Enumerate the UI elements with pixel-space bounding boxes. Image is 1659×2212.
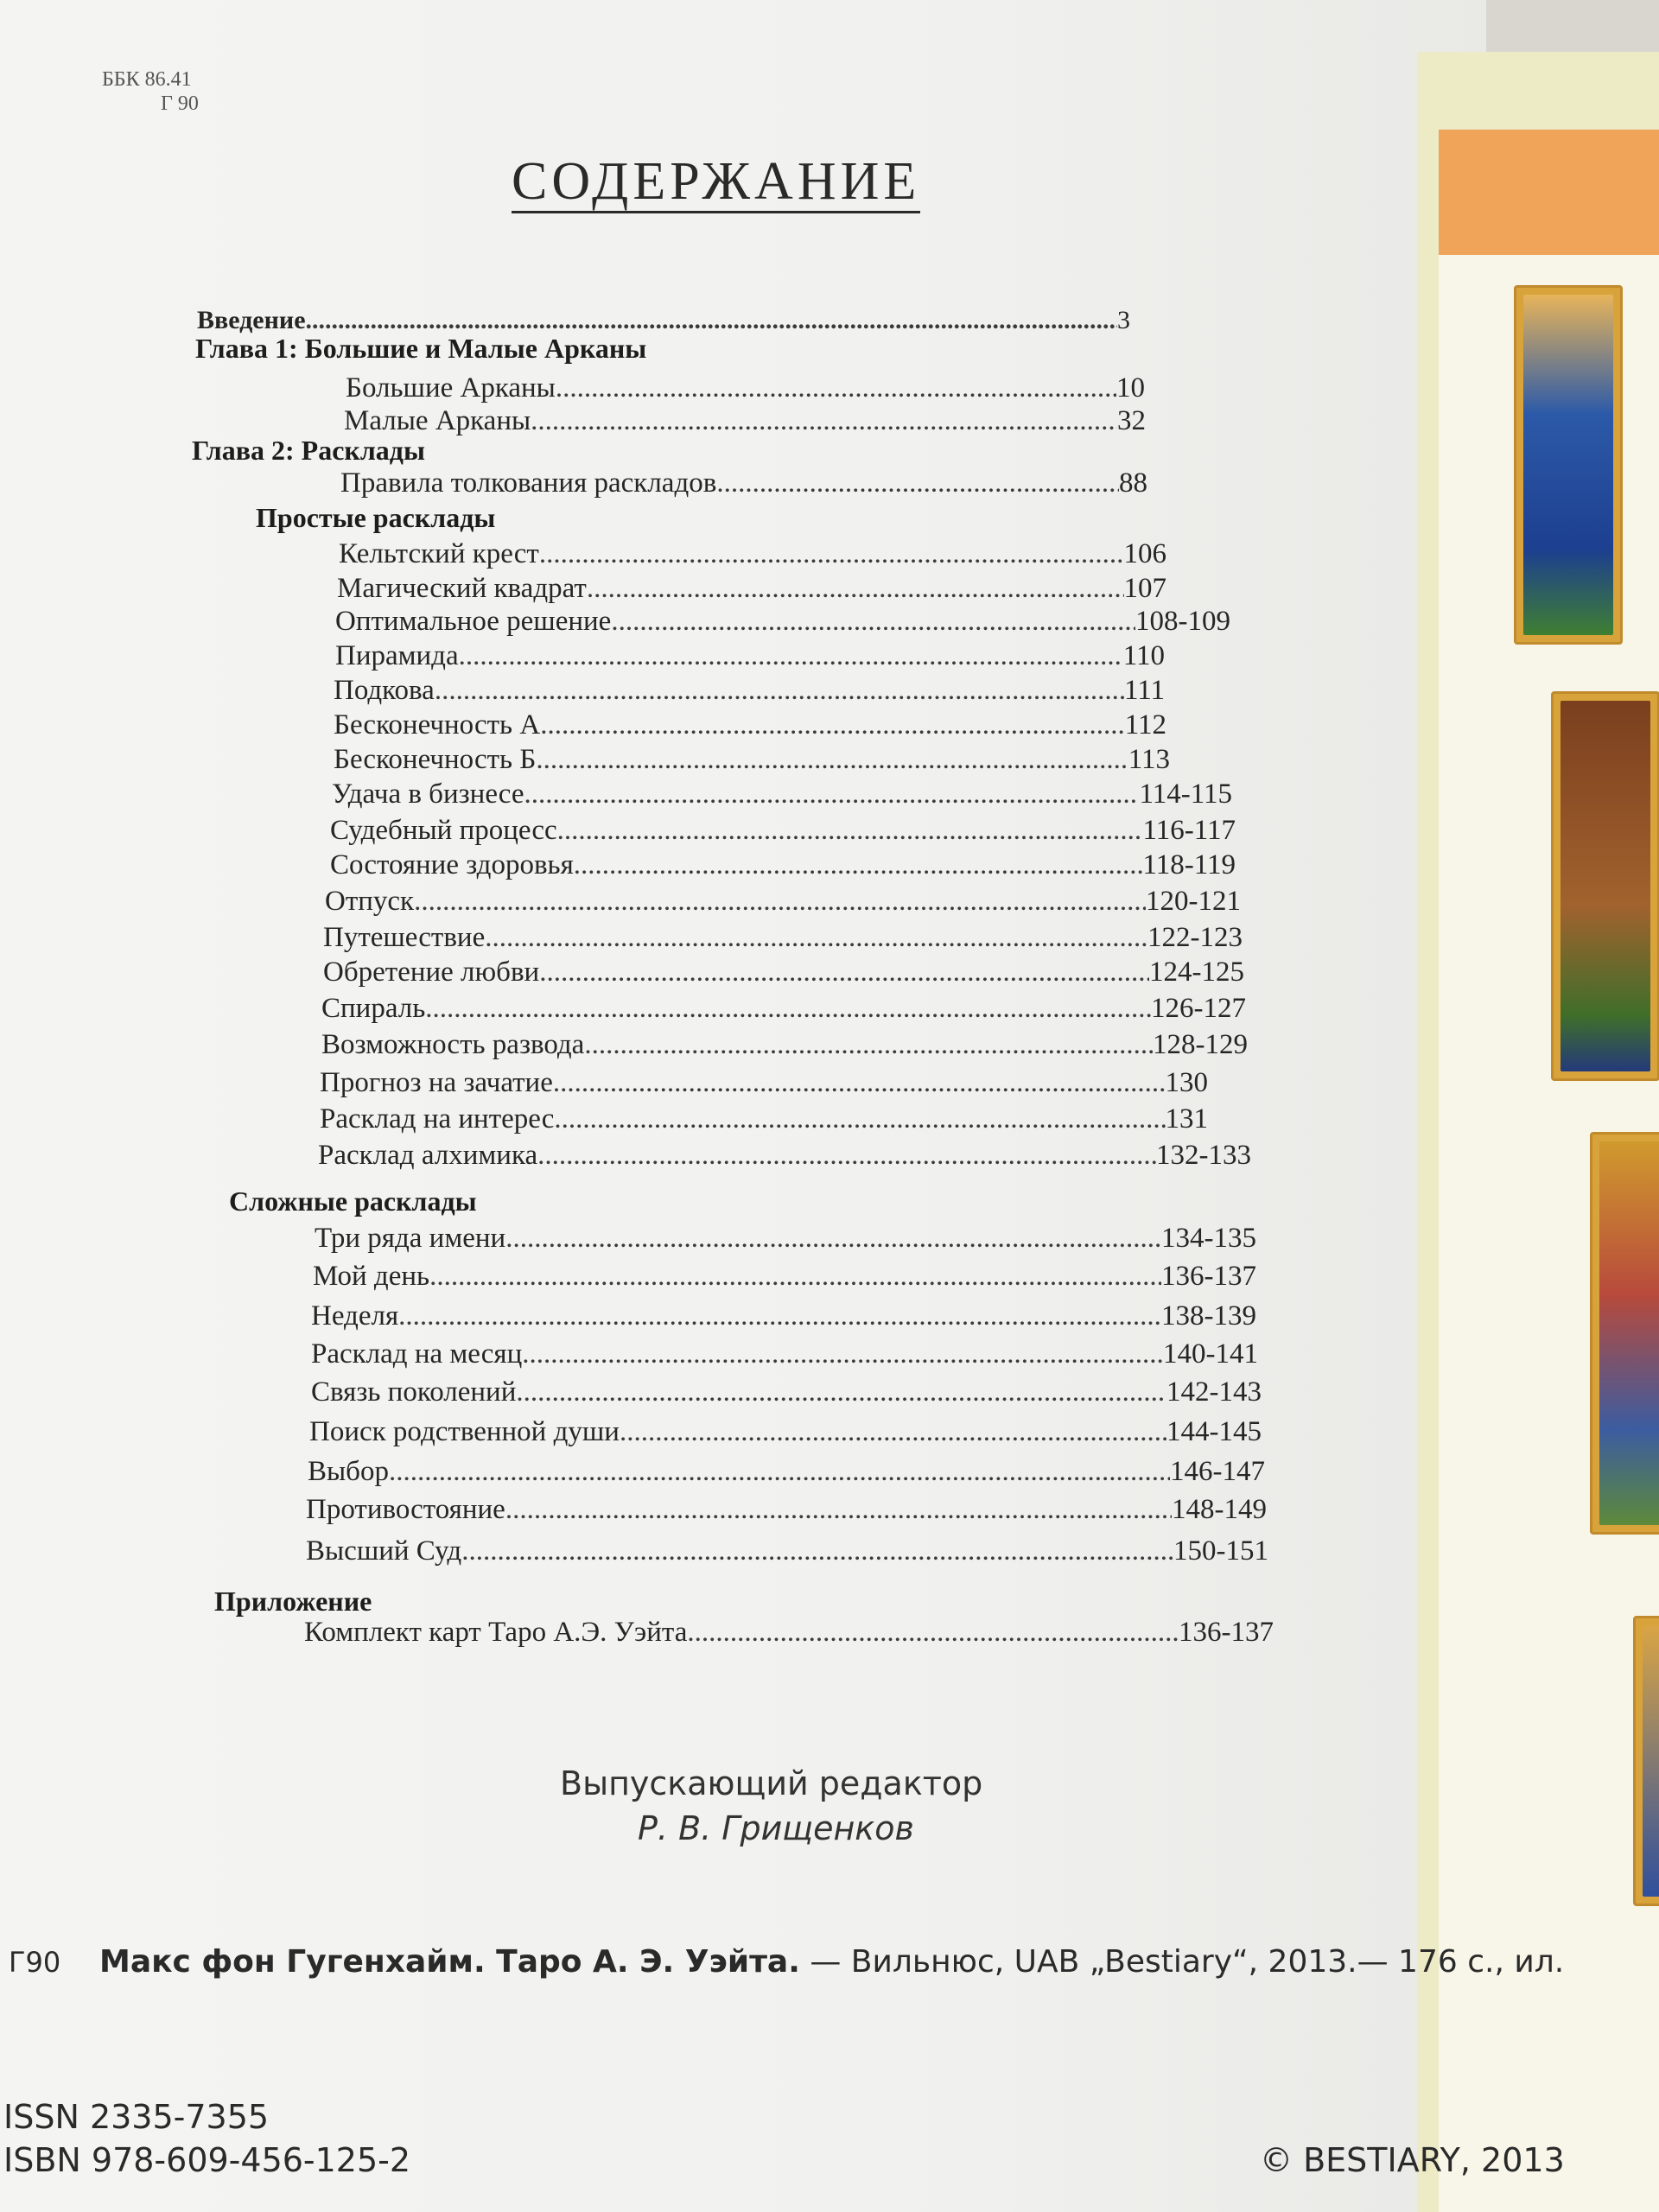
page-title: СОДЕРЖАНИЕ	[512, 154, 920, 213]
toc-section-heading: Приложение	[214, 1586, 372, 1617]
toc-entry: Выбор ..... 146-147	[308, 1455, 1265, 1488]
tarot-card-image	[1514, 285, 1623, 645]
toc-entry: Противостояние ..... 148-149	[306, 1493, 1267, 1526]
tarot-card-image	[1633, 1616, 1659, 1906]
toc-section-heading: Сложные расклады	[229, 1185, 477, 1217]
toc-section-heading: Простые расклады	[256, 502, 496, 533]
toc-entry: Введение ..... 3	[197, 304, 1130, 337]
classification-code	[102, 67, 199, 116]
biblio-title: Макс фон Гугенхайм. Таро А. Э. Уэйта.	[99, 1944, 800, 1980]
toc-entry: Расклад алхимика ..... 132-133	[318, 1139, 1251, 1172]
editor-role: Выпускающий редактор	[560, 1764, 983, 1802]
toc-entry: Большие Арканы ..... 10	[346, 372, 1145, 404]
toc-entry: Пирамида ..... 110	[335, 639, 1165, 672]
toc-chapter-heading: Глава 2: Расклады	[192, 435, 425, 466]
toc-entry: Комплект карт Таро А.Э. Уэйта ..... 136-137	[304, 1616, 1274, 1649]
toc-entry: Малые Арканы ..... 32	[344, 404, 1146, 437]
toc-entry: Спираль ..... 126-127	[321, 992, 1246, 1025]
toc-entry: Мой день ..... 136-137	[313, 1260, 1256, 1293]
copyright: © BESTIARY, 2013	[1260, 2141, 1565, 2179]
toc-entry: Состояние здоровья ..... 118-119	[330, 849, 1236, 881]
toc-entry: Кельтский крест ..... 106	[339, 537, 1166, 570]
toc-entry: Обретение любви ..... 124-125	[323, 956, 1244, 988]
toc-entry: Отпуск ..... 120-121	[325, 885, 1241, 918]
toc-entry: Судебный процесс ..... 116-117	[330, 814, 1236, 847]
toc-entry: Бесконечность А ..... 112	[334, 709, 1166, 741]
toc-entry: Возможность развода ..... 128-129	[321, 1028, 1248, 1061]
toc-chapter-heading: Глава 1: Большие и Малые Арканы	[195, 333, 647, 364]
toc-entry: Подкова ..... 111	[334, 674, 1165, 707]
toc-entry: Неделя ..... 138-139	[311, 1300, 1256, 1332]
toc-entry: Прогноз на зачатие ..... 130	[320, 1066, 1208, 1099]
toc-entry: Поиск родственной души ..... 144-145	[309, 1415, 1262, 1448]
biblio-code: Г90	[9, 1946, 61, 1979]
toc-entry: Высший Суд ..... 150-151	[306, 1535, 1268, 1567]
tarot-card-image	[1551, 691, 1659, 1081]
toc-entry: Расклад на месяц ..... 140-141	[311, 1338, 1258, 1370]
tarot-card-image	[1590, 1132, 1659, 1535]
toc-entry: Правила толкования раскладов ..... 88	[340, 467, 1147, 499]
toc-entry: Удача в бизнесе ..... 114-115	[332, 778, 1232, 810]
bbk-code: ББК 86.41	[102, 68, 192, 91]
author-mark: Г 90	[161, 92, 199, 115]
isbn: ISBN 978-609-456-125-2	[3, 2141, 411, 2179]
biblio-publisher: — Вильнюс, UAB „Bestiary“, 2013.— 176 с., ил.	[799, 1944, 1565, 1980]
toc-entry: Путешествие ..... 122-123	[323, 921, 1243, 954]
facing-page-orange-band	[1439, 130, 1659, 255]
toc-entry: Три ряда имени ..... 134-135	[315, 1222, 1256, 1255]
toc-entry: Расклад на интерес ..... 131	[320, 1103, 1208, 1135]
toc-entry: Оптимальное решение ..... 108-109	[335, 605, 1230, 638]
toc-entry: Связь поколений ..... 142-143	[311, 1376, 1262, 1408]
editor-name: Р. В. Грищенков	[638, 1809, 914, 1847]
issn: ISSN 2335-7355	[3, 2098, 270, 2136]
toc-entry: Магический квадрат ..... 107	[337, 572, 1166, 605]
bibliographic-record	[9, 1944, 1564, 1980]
toc-entry: Бесконечность Б ..... 113	[334, 743, 1170, 776]
